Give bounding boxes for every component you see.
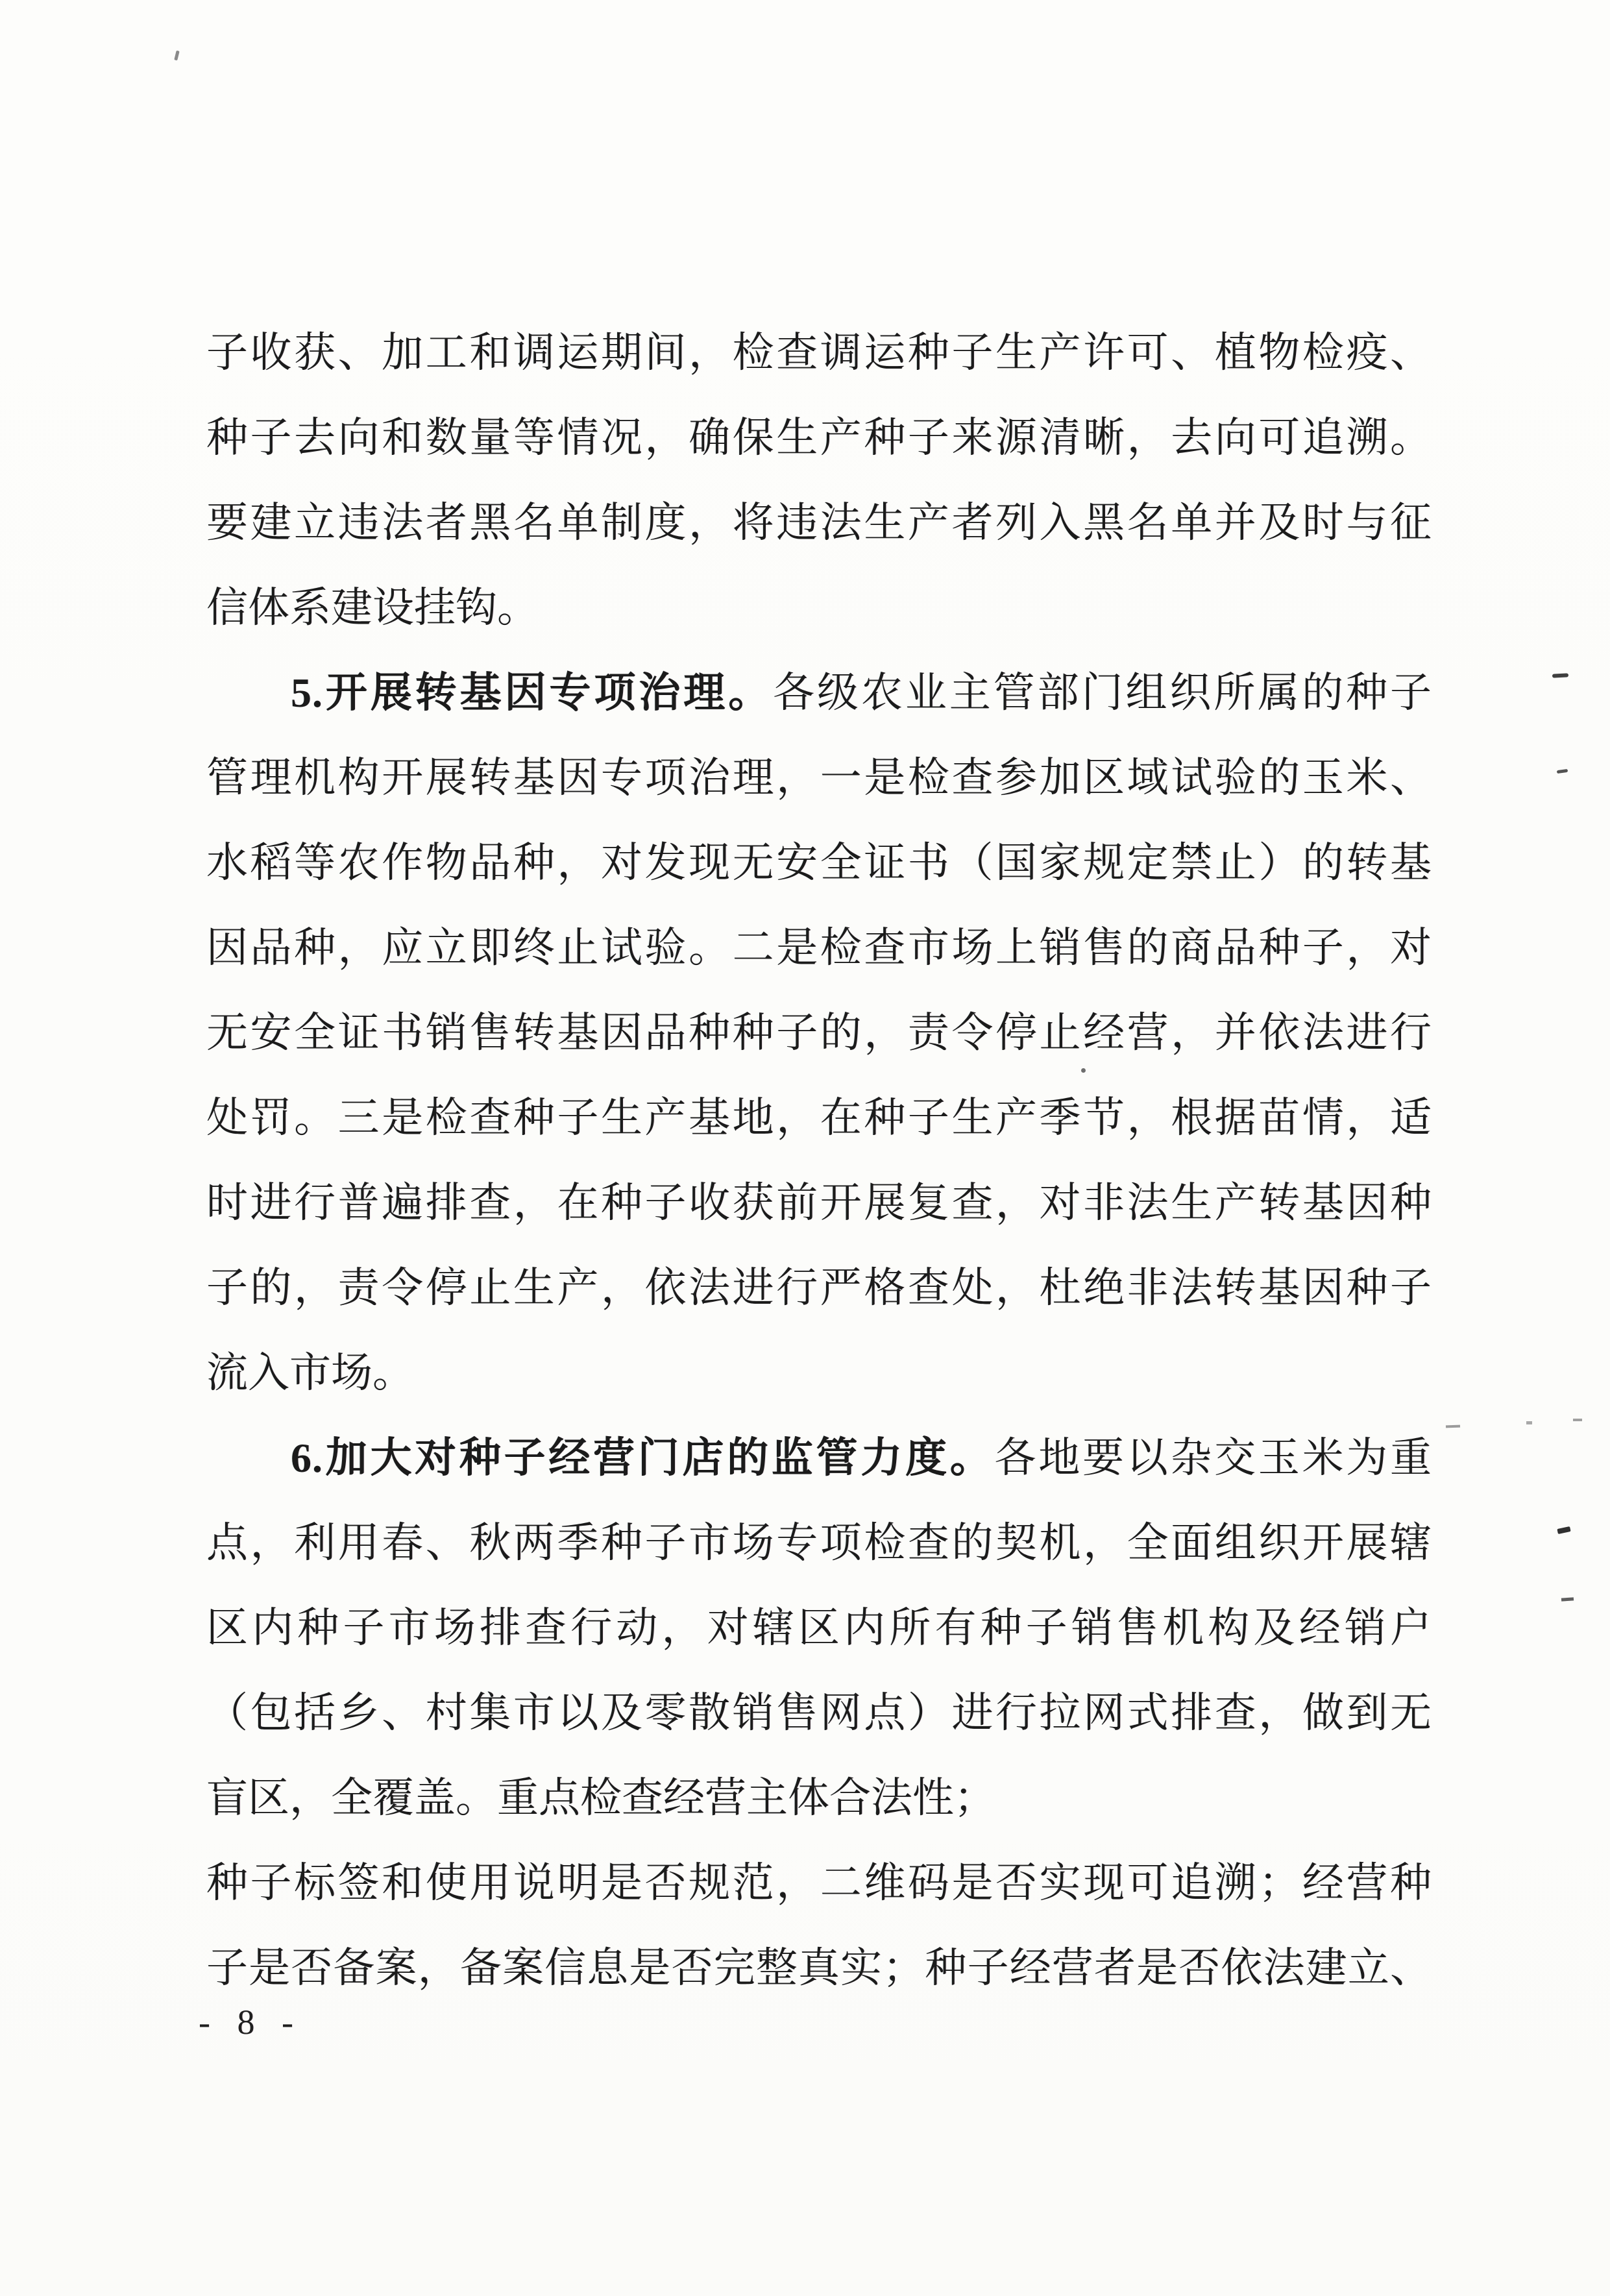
text-line: 管理机构开展转基因专项治理，一是检查参加区域试验的玉米、 bbox=[206, 755, 1432, 801]
text-line: 水稻等农作物品种，对发现无安全证书（国家规定禁止）的转基 bbox=[206, 840, 1432, 886]
scan-speck bbox=[174, 51, 179, 61]
text-line: 点，利用春、秋两季种子市场专项检查的契机，全面组织开展辖 bbox=[206, 1520, 1432, 1566]
scan-dash bbox=[1446, 1425, 1460, 1428]
text-line: 信体系建设挂钩。 bbox=[206, 585, 539, 631]
text-line: 处罚。三是检查种子生产基地，在种子生产季节，根据苗情，适 bbox=[206, 1095, 1432, 1141]
scan-dash bbox=[1552, 673, 1568, 678]
scan-dash bbox=[1557, 769, 1568, 774]
scan-dash bbox=[1526, 1421, 1532, 1424]
section-5-heading: 5.开展转基因专项治理。 bbox=[291, 670, 774, 716]
text-line: （包括乡、村集市以及零散销售网点）进行拉网式排查，做到无 bbox=[206, 1690, 1432, 1736]
text-line: 区内种子市场排查行动，对辖区内所有种子销售机构及经销户 bbox=[206, 1605, 1432, 1651]
text-line: 因品种，应立即终止试验。二是检查市场上销售的商品种子，对 bbox=[206, 925, 1432, 971]
text-line: 种子标签和使用说明是否规范，二维码是否实现可追溯；经营种 bbox=[206, 1860, 1432, 1906]
scan-dash bbox=[1561, 1597, 1574, 1601]
text-line: 子的，责令停止生产，依法进行严格查处，杜绝非法转基因种子 bbox=[206, 1265, 1432, 1311]
text-line: 要建立违法者黑名单制度，将违法生产者列入黑名单并及时与征 bbox=[206, 500, 1432, 546]
text-line: 流入市场。 bbox=[206, 1350, 414, 1396]
text-line: 种子去向和数量等情况，确保生产种子来源清晰，去向可追溯。 bbox=[206, 415, 1432, 461]
section-6-body-start: 各地要以杂交玉米为重 bbox=[994, 1435, 1432, 1481]
scan-mark bbox=[1557, 1526, 1570, 1534]
text-line: 子是否备案，备案信息是否完整真实；种子经营者是否依法建立、 bbox=[206, 1945, 1432, 1991]
section-5-body-start: 各级农业主管部门组织所属的种子 bbox=[773, 670, 1432, 716]
text-line: 盲区，全覆盖。重点检查经营主体合法性； bbox=[206, 1775, 995, 1821]
section-6-heading: 6.加大对种子经营门店的监管力度。 bbox=[291, 1435, 995, 1481]
text-line: 时进行普遍排查，在种子收获前开展复查，对非法生产转基因种 bbox=[206, 1180, 1432, 1226]
page-number: - 8 - bbox=[199, 2003, 302, 2042]
document-body bbox=[206, 310, 1432, 2010]
text-line: 无安全证书销售转基因品种种子的，责令停止经营，并依法进行 bbox=[206, 1010, 1432, 1056]
text-line-section-6 bbox=[206, 1415, 1432, 1500]
scan-dash bbox=[1573, 1419, 1582, 1421]
text-line-section-5 bbox=[206, 650, 1432, 735]
text-line: 子收获、加工和调运期间，检查调运种子生产许可、植物检疫、 bbox=[206, 330, 1432, 376]
